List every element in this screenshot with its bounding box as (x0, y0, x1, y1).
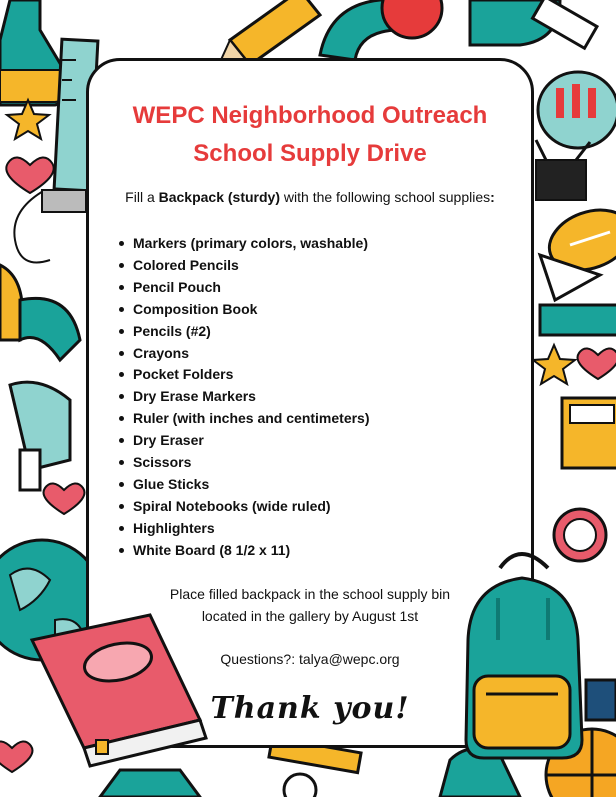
intro-bold: Backpack (sturdy) (158, 189, 281, 205)
list-item: Glue Sticks (133, 474, 370, 496)
intro-prefix: Fill a (125, 189, 159, 205)
dropoff-instructions (89, 583, 531, 627)
intro-colon: : (490, 189, 495, 205)
intro-suffix: with the following school supplies (280, 189, 491, 205)
heart-icon (0, 741, 32, 772)
heart-icon (44, 483, 85, 514)
list-item: Highlighters (133, 518, 370, 540)
list-item: Markers (primary colors, washable) (133, 233, 370, 255)
list-item: Pencil Pouch (133, 277, 370, 299)
basketball-icon (546, 729, 616, 797)
heart-icon (578, 348, 616, 379)
flask-icon (470, 0, 597, 48)
place-line-2: located in the gallery by August 1st (201, 608, 419, 624)
apple-icon (382, 0, 442, 38)
flyer-card (86, 58, 534, 748)
star-icon (533, 345, 575, 384)
heart-icon (6, 157, 53, 193)
list-item: Dry Erase Markers (133, 386, 370, 408)
list-item: Dry Eraser (133, 430, 370, 452)
title-line-1: WEPC Neighborhood Outreach (132, 102, 488, 129)
list-item: Pocket Folders (133, 364, 370, 386)
list-item: Spiral Notebooks (wide ruled) (133, 496, 370, 518)
contact-text: Questions?: talya@wepc.org (220, 651, 400, 667)
list-item: Pencils (#2) (133, 321, 370, 343)
list-item: Scissors (133, 452, 370, 474)
list-item: Ruler (with inches and centimeters) (133, 408, 370, 430)
pencil-icon (220, 0, 320, 65)
list-item: Crayons (133, 343, 370, 365)
title-line-2: School Supply Drive (193, 140, 427, 167)
thank-you-text: Thank you! (210, 691, 410, 726)
speech-bubble-icon (538, 72, 616, 148)
place-line-1: Place filled backpack in the school supply bin (169, 586, 451, 602)
flyer-title (89, 97, 531, 173)
calculator-icon (562, 398, 616, 468)
intro-text (89, 189, 531, 205)
supply-list (117, 233, 370, 562)
list-item: Colored Pencils (133, 255, 370, 277)
list-item: Composition Book (133, 299, 370, 321)
list-item: White Board (8 1/2 x 11) (133, 540, 370, 562)
